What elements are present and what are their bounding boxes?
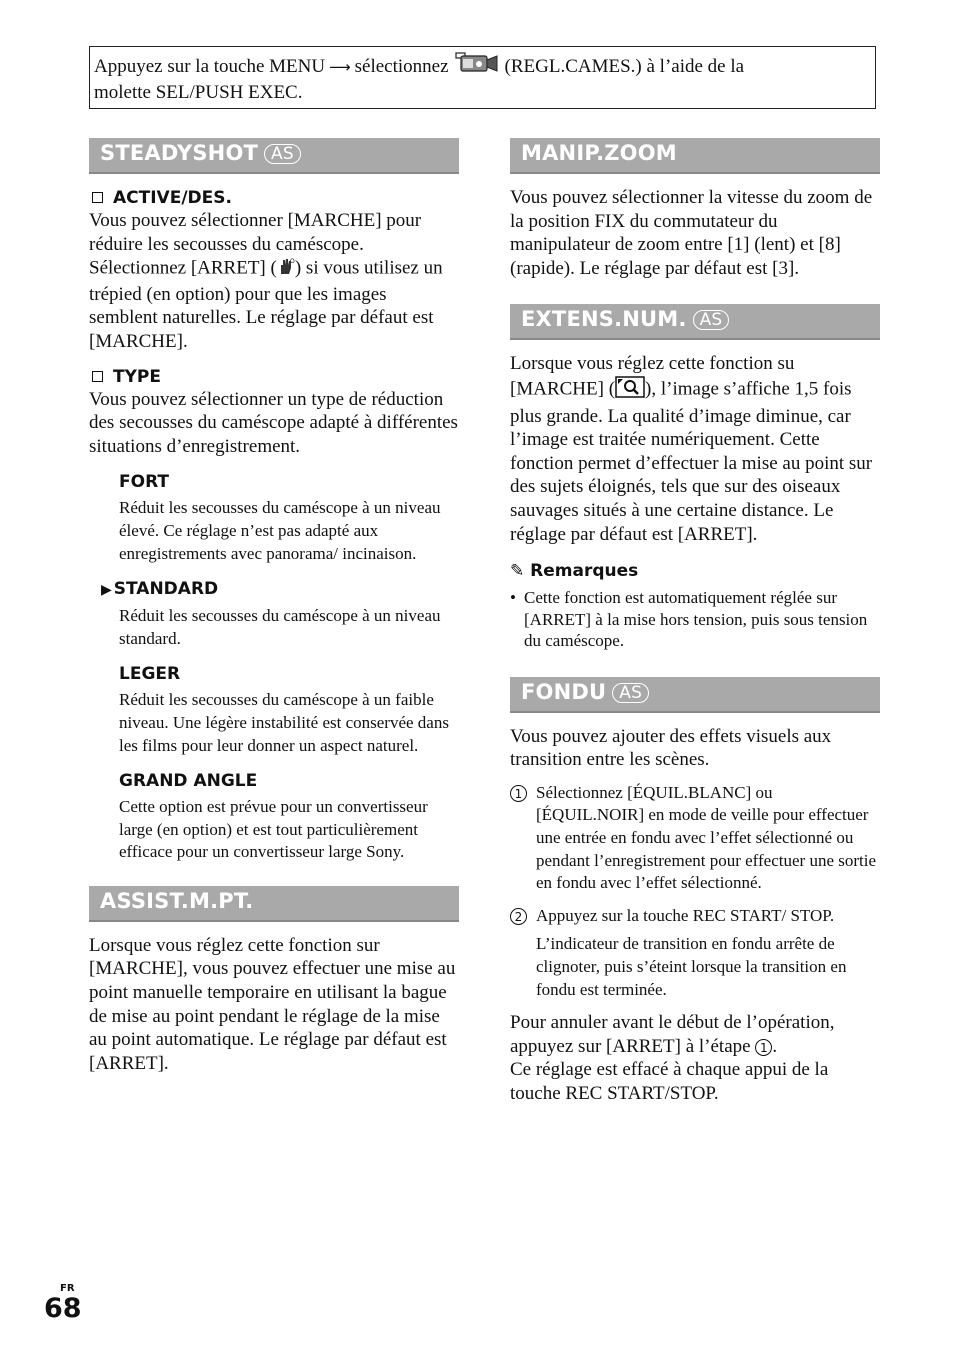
left-column	[89, 138, 459, 1075]
instruction-box	[89, 46, 876, 109]
step-number: 2	[510, 908, 527, 925]
type-text: Vous pouvez sélectionner un type de réduction des secousses du caméscope adapté à différentes situations d’enregistrement.	[89, 388, 458, 457]
right-column	[510, 138, 880, 1106]
option-fort-text: Réduit les secousses du caméscope à un niveau élevé. Ce réglage n’est pas adapté aux enregistrements avec panorama/ incinaison.	[119, 498, 441, 563]
steadyshot-header	[89, 138, 459, 174]
option-fort: FORT	[119, 472, 169, 493]
fondu-cancel: Pour annuler avant le début de l’opération, appuyez sur [ARRET] à l’étape 1 .	[510, 1012, 835, 1057]
step-number: 1	[510, 785, 527, 802]
type-heading: TYPE	[89, 366, 459, 388]
page-number	[44, 1283, 82, 1324]
square-bullet-icon	[92, 192, 103, 203]
as-badge: AS	[693, 310, 730, 330]
extens-num-text: Lorsque vous réglez cette fonction su [MARCHE] ( ), l’image s’affiche 1,5 fois plus grande. La qualité d’image diminue, car l’image est traitée numériquement. Cette fonction permet d’effectuer la mise au point sur des sujets éloignés, tels que sur des oiseaux sauvages situés à une certaine distance. Le réglage par défaut est [ARRET].	[510, 353, 873, 545]
remark-item: • Cette fonction est automatiquement réglée sur [ARRET] à la mise hors tension, puis sous tension du caméscope.	[510, 588, 868, 651]
as-badge: AS	[264, 144, 301, 164]
active-des-heading: ACTIVE/DES.	[89, 187, 459, 209]
fondu-header	[510, 677, 880, 713]
fondu-step-2-note: L’indicateur de transition en fondu arrête de clignoter, puis s’éteint lorsque la transition en fondu est terminée.	[536, 934, 847, 999]
digital-zoom-icon	[615, 376, 645, 405]
steadyshot-title: STEADYSHOT	[100, 141, 259, 165]
square-bullet-icon	[92, 371, 103, 382]
active-des-text: Vous pouvez sélectionner [MARCHE] pour réduire les secousses du caméscope. Sélectionnez [ARRET] ( O ) si vous utilisez un trépied (en option) pour que les images semblent naturelles. Le réglage par défaut est [MARCHE].	[89, 210, 443, 352]
instruction-text-2: sélectionnez	[354, 55, 449, 77]
as-badge: AS	[612, 683, 649, 703]
camera-settings-icon	[455, 50, 499, 81]
option-leger: LEGER	[119, 664, 181, 685]
remark-icon: ✎	[510, 561, 525, 582]
default-marker-icon: ▶	[101, 582, 112, 599]
manip-zoom-header	[510, 138, 880, 174]
option-grand-angle: GRAND ANGLE	[119, 771, 258, 792]
fondu-step-2: 2 Appuyez sur la touche REC START/ STOP.	[510, 905, 880, 928]
fondu-title: FONDU	[521, 679, 607, 704]
option-standard: ▶ STANDARD	[101, 579, 219, 600]
steadyshot-off-icon	[277, 256, 295, 283]
fondu-step-1: 1 Sélectionnez [ÉQUIL.BLANC] ou [ÉQUIL.NOIR] en mode de veille pour effectuer une entrée en fondu avec l’effet sélectionné ou pendant l’enregistrement pour effectuer une sortie en fondu avec l’effet sélectionné.	[510, 782, 880, 895]
step-number: 1	[755, 1039, 772, 1056]
fondu-reset: Ce réglage est effacé à chaque appui de la touche REC START/STOP.	[510, 1059, 829, 1104]
option-standard-text: Réduit les secousses du caméscope à un niveau standard.	[119, 606, 441, 648]
instruction-text-1: Appuyez sur la touche MENU	[94, 55, 326, 77]
assist-header	[89, 886, 459, 922]
remarks-heading: ✎ Remarques	[510, 561, 639, 582]
manip-zoom-title: MANIP.ZOOM	[521, 141, 677, 165]
arrow-right-icon: ⟶	[329, 57, 351, 76]
assist-text: Lorsque vous réglez cette fonction sur [MARCHE], vous pouvez effectuer une mise au point manuelle temporaire en utilisant la bague de mise au point pendant le réglage de la mise au point automatique. Le réglage par défaut est [ARRET].	[89, 934, 456, 1074]
instruction-text-4: molette SEL/PUSH EXEC.	[94, 82, 303, 103]
extens-num-title: EXTENS.NUM.	[521, 307, 687, 332]
svg-text:OFF: O	[289, 258, 295, 266]
extens-num-header	[510, 304, 880, 340]
option-grand-angle-text: Cette option est prévue pour un convertisseur large (en option) et est tout particulièrement efficace pour un convertisseur large Sony.	[119, 797, 428, 862]
assist-title: ASSIST.M.PT.	[100, 888, 254, 913]
instruction-text-3: (REGL.CAMES.) à l’aide de la	[504, 55, 745, 77]
option-leger-text: Réduit les secousses du caméscope à un faible niveau. Une légère instabilité est conservée dans les films pour leur donner un aspect naturel.	[119, 690, 449, 755]
page-language: FR	[60, 1283, 75, 1294]
manip-zoom-text: Vous pouvez sélectionner la vitesse du zoom de la position FIX du commutateur du manipulateur de zoom entre [1] (lent) et [8] (rapide). Le réglage par défaut est [3].	[510, 187, 873, 279]
page-number-value: 68	[44, 1293, 82, 1324]
fondu-intro: Vous pouvez ajouter des effets visuels aux transition entre les scènes.	[510, 725, 832, 771]
